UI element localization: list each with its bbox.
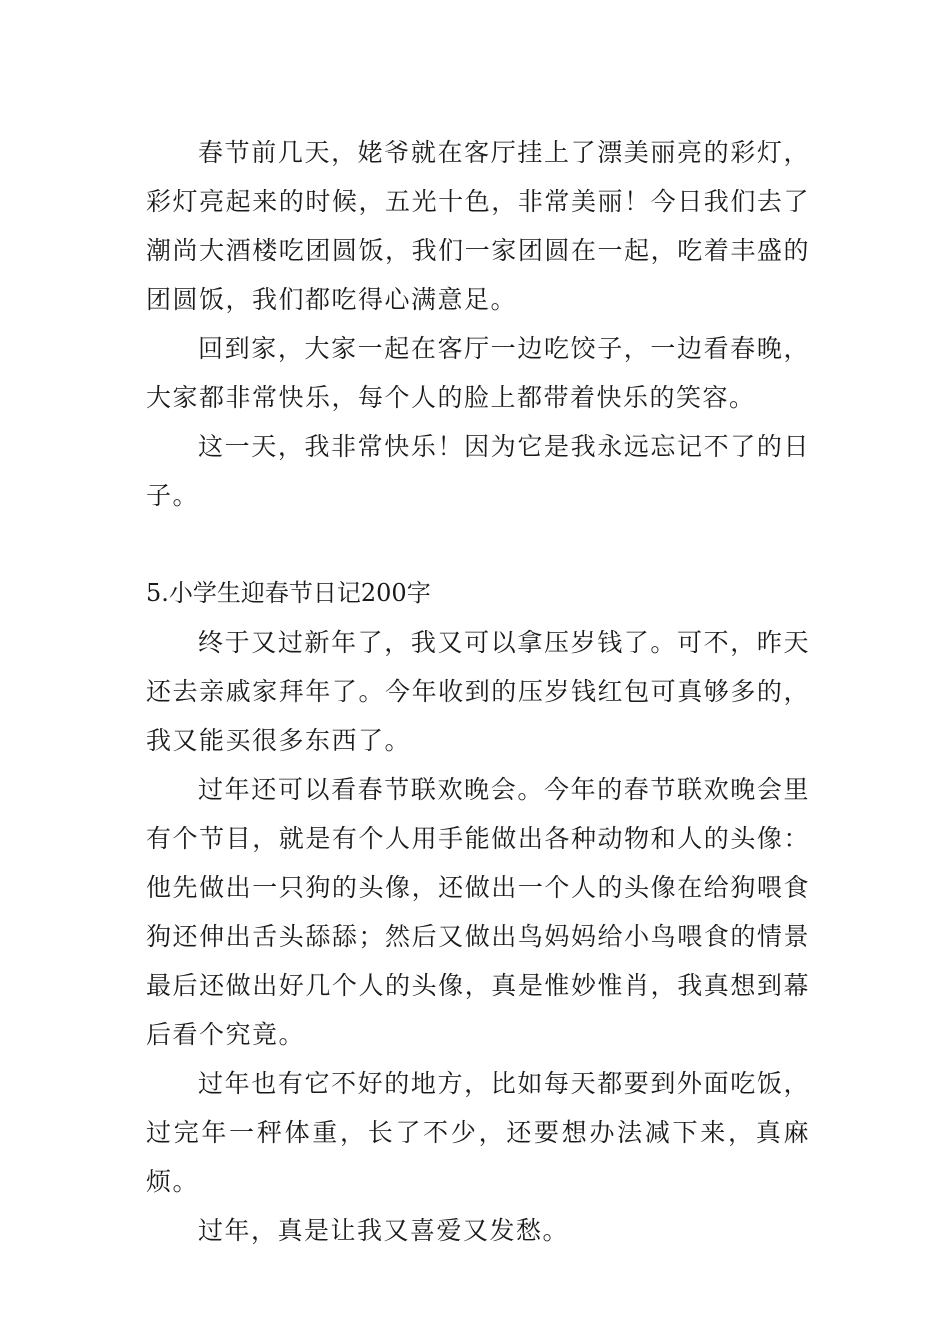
paragraph: 春节前几天，姥爷就在客厅挂上了漂美丽亮的彩灯，彩灯亮起来的时候，五光十色，非常美丽！今日我们去了潮尚大酒楼吃团圆饭，我们一家团圆在一起，吃着丰盛的团圆饭，我们都吃得心满意足。 <box>146 138 810 314</box>
paragraph: 过年，真是让我又喜爱又发愁。 <box>198 1216 570 1245</box>
section-spacer <box>146 520 810 569</box>
paragraph: 过年还可以看春节联欢晚会。今年的春节联欢晚会里有个节目，就是有个人用手能做出各种动物和人的头像：他先做出一只狗的头像，还做出一个人的头像在给狗喂食狗还伸出舌头舔舔；然后又做出鸟妈妈给小鸟喂食的情景最后还做出好几个人的头像，真是惟妙惟肖，我真想到幕后看个究竟。 <box>146 775 810 1049</box>
paragraph: 回到家，大家一起在客厅一边吃饺子，一边看春晚，大家都非常快乐，每个人的脸上都带着快乐的笑容。 <box>146 334 810 412</box>
paragraph: 终于又过新年了，我又可以拿压岁钱了。可不，昨天还去亲戚家拜年了。今年收到的压岁钱红包可真够多的，我又能买很多东西了。 <box>146 628 810 755</box>
document-body <box>146 128 810 1255</box>
section-heading: 5.小学生迎春节日记200字 <box>146 579 431 607</box>
paragraph: 这一天，我非常快乐！因为它是我永远忘记不了的日子。 <box>146 432 810 510</box>
paragraph: 过年也有它不好的地方，比如每天都要到外面吃饭，过完年一秤体重，长了不少，还要想办法减下来，真麻烦。 <box>146 1069 810 1196</box>
